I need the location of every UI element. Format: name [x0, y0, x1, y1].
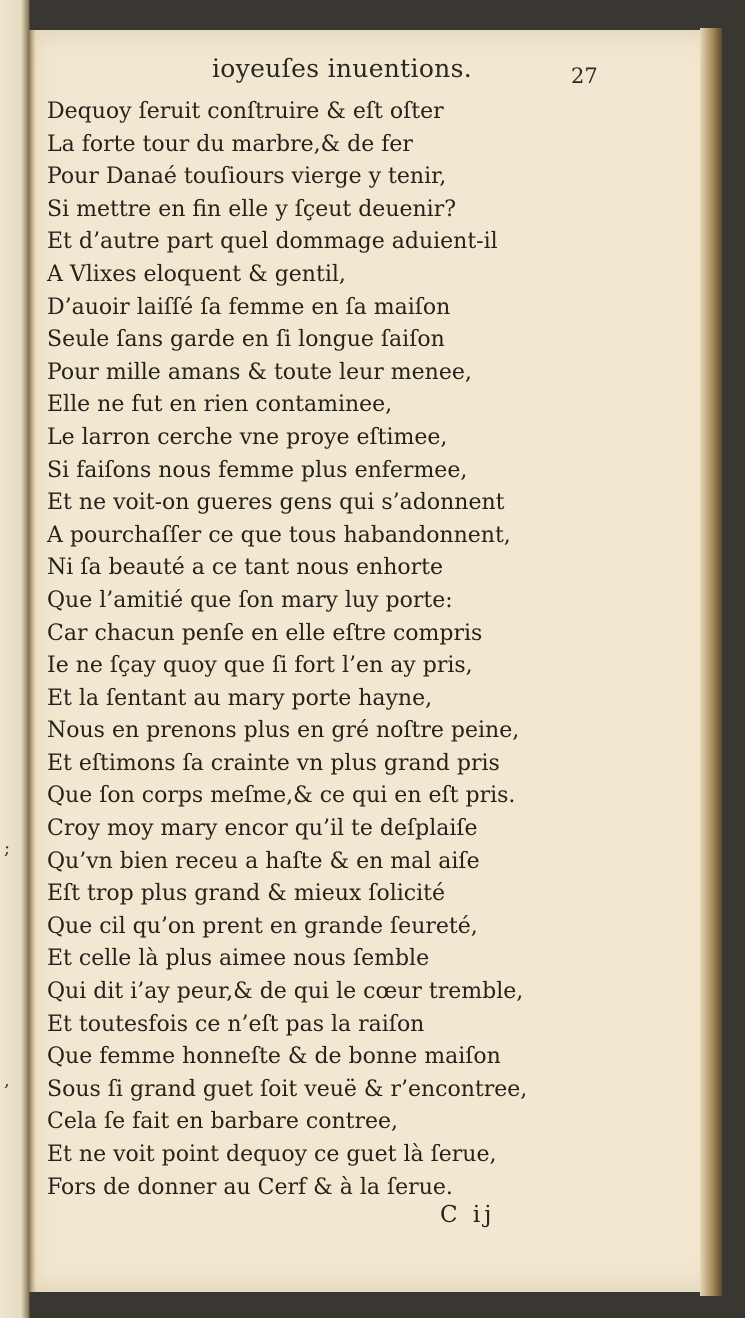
verse-line: Ie ne ſçay quoy que ſi fort l’en ay pris,	[47, 653, 473, 679]
verse-line: Et celle là plus aimee nous ſemble	[47, 946, 430, 972]
verse-line: A pourchaſſer ce que tous habandonnent,	[47, 522, 511, 548]
signature-mark: C ij	[440, 1202, 496, 1228]
verse-line: Fors de donner au Cerf & à la ſerue.	[47, 1174, 453, 1200]
verse-line: Que ſon corps meſme,& ce qui en eſt pris.	[47, 783, 516, 809]
verse-line: Et d’autre part quel dommage aduient-il	[47, 229, 498, 255]
verse-line: Et eſtimons ſa crainte vn plus grand pris	[47, 750, 500, 776]
page-number: 27	[571, 64, 598, 88]
facing-page-edge	[0, 0, 30, 1318]
verse-line: D’auoir laiſſé ſa femme en ſa maiſon	[47, 294, 451, 320]
verse-line: Si mettre en fin elle y ſçeut deuenir?	[47, 196, 457, 222]
verse-line: Pour Danaé touſiours vierge y tenir,	[47, 164, 447, 190]
verse-line: Et ne voit-on gueres gens qui s’adonnent	[47, 490, 505, 516]
verse-line: A Vlixes eloquent & gentil,	[47, 261, 346, 287]
verse-line: La forte tour du marbre,& de fer	[47, 131, 413, 157]
verse-line: Nous en prenons plus en gré noſtre peine,	[47, 718, 520, 744]
verse-line: Pour mille amans & toute leur menee,	[47, 359, 472, 385]
verse-line: Seule ſans garde en ſi longue ſaiſon	[47, 327, 445, 353]
page-fore-edge	[700, 28, 722, 1296]
verse-line: Eſt trop plus grand & mieux ſolicité	[47, 881, 445, 907]
page-gutter	[28, 30, 36, 1292]
verse-line: Si faiſons nous femme plus enfermee,	[47, 457, 468, 483]
verse-line: Car chacun penſe en elle eſtre compris	[47, 620, 483, 646]
verse-line: Et ne voit point dequoy ce guet là ſerue,	[47, 1142, 497, 1167]
verse-line: Dequoy ſeruit conſtruire & eſt oſter	[47, 99, 444, 124]
verse-line: Que femme honneſte & de bonne maiſon	[47, 1044, 501, 1070]
facing-page-mark: ,	[4, 1070, 10, 1091]
verse-line: Que l’amitié que ſon mary luy porte:	[47, 587, 453, 613]
verse-line: Qui dit i’ay peur,& de qui le cœur tremble,	[47, 979, 524, 1005]
verse-line: Le larron cerche vne proye eſtimee,	[47, 424, 448, 450]
running-head: ioyeuſes inuentions.	[212, 54, 472, 83]
verse-text	[47, 96, 607, 1204]
verse-line: Croy moy mary encor qu’il te deſplaiſe	[47, 816, 478, 842]
facing-page-mark: ;	[4, 838, 11, 859]
verse-line: Elle ne fut en rien contaminee,	[47, 392, 393, 418]
verse-line: Et toutesfois ce n’eſt pas la raiſon	[47, 1011, 425, 1037]
verse-line: Sous ſi grand guet ſoit veuë & r’encontree,	[47, 1076, 528, 1102]
verse-line: Et la ſentant au mary porte hayne,	[47, 685, 433, 711]
verse-line: Cela ſe fait en barbare contree,	[47, 1109, 399, 1135]
verse-line: Qu’vn bien receu a haſte & en mal aiſe	[47, 848, 480, 874]
verse-line: Que cil qu’on prent en grande ſeureté,	[47, 913, 478, 939]
verse-line: Ni ſa beauté a ce tant nous enhorte	[47, 555, 444, 581]
